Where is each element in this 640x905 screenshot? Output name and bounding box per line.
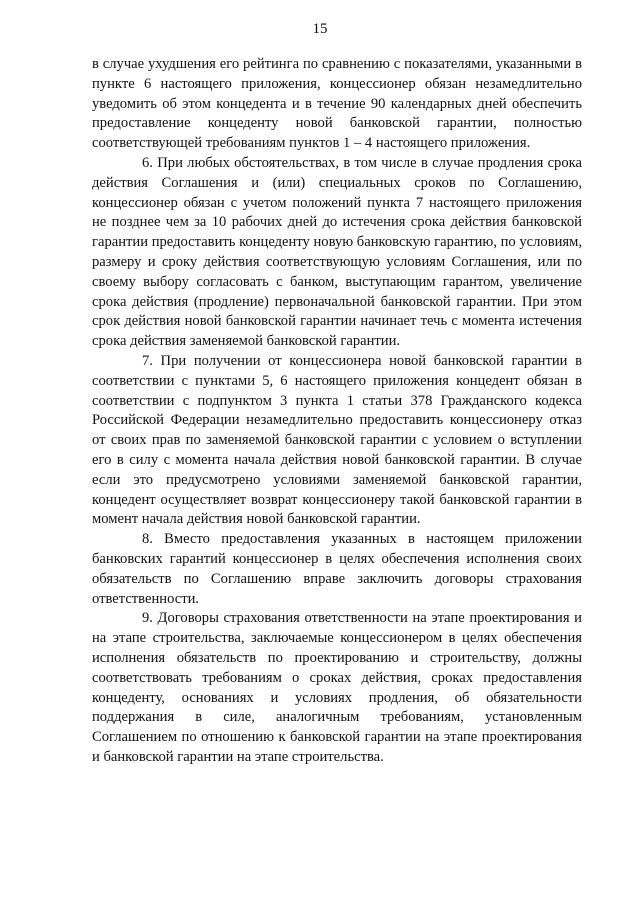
document-body [92, 55, 582, 768]
paragraph-item-8: 8. Вместо предоставления указанных в настоящем приложении банковских гарантий концессионер в целях обеспечения исполнения своих обязательств по Соглашению вправе заключить договоры страхования ответственности. [92, 531, 582, 607]
paragraph-item-7: 7. При получении от концессионера новой банковской гарантии в соответствии с пунктами 5, 6 настоящего приложения концедент обязан в соответствии с подпунктом 3 пункта 1 статьи 378 Гражданского кодекса Российской Федерации незамедлительно предоставить концессионеру отказ от своих прав по заменяемой банковской гарантии с условием о вступлении его в силу с момента начала действия новой банковской гарантии. В случае если это предусмотрено условиями заменяемой банковской гарантии, концедент осуществляет возврат концессионеру такой банковской гарантии в момент начала действия новой банковской гарантии. [92, 352, 582, 528]
page-number: 15 [312, 21, 328, 37]
paragraph-item-9: 9. Договоры страхования ответственности на этапе проектирования и на этапе строительства, заключаемые концессионером в целях обеспечения исполнения обязательств по проектированию и строительству, должны соответствовать требованиям о сроках действия, сроках предоставления концеденту, основаниях и условиях продления, об обязательности поддержания в силе, аналогичным требованиям, установленным Соглашением по отношению к банковской гарантии на этапе проектирования и банковской гарантии на этапе строительства. [92, 610, 582, 765]
paragraph-continuation: в случае ухудшения его рейтинга по сравнению с показателями, указанными в пункте 6 настоящего приложения, концессионер обязан незамедлительно уведомить об этом концедента и в течение 90 календарных дней обеспечить предоставление концеденту новой банковской гарантии, полностью соответствующей требованиям пунктов 1 – 4 настоящего приложения. [92, 56, 582, 152]
paragraph-item-6: 6. При любых обстоятельствах, в том числе в случае продления срока действия Соглашения и (или) специальных сроков по Соглашению, концессионер обязан с учетом положений пункта 7 настоящего приложения не позднее чем за 10 рабочих дней до истечения срока действия банковской гарантии предоставить концеденту новую банковскую гарантию, по условиям, размеру и сроку действия соответствующую условиям Соглашения, или по своему выбору согласовать с банком, выступающим гарантом, увеличение срока действия (продление) первоначальной банковской гарантии. При этом срок действия новой банковской гарантии начинает течь с момента истечения срока действия заменяемой банковской гарантии. [92, 154, 583, 350]
